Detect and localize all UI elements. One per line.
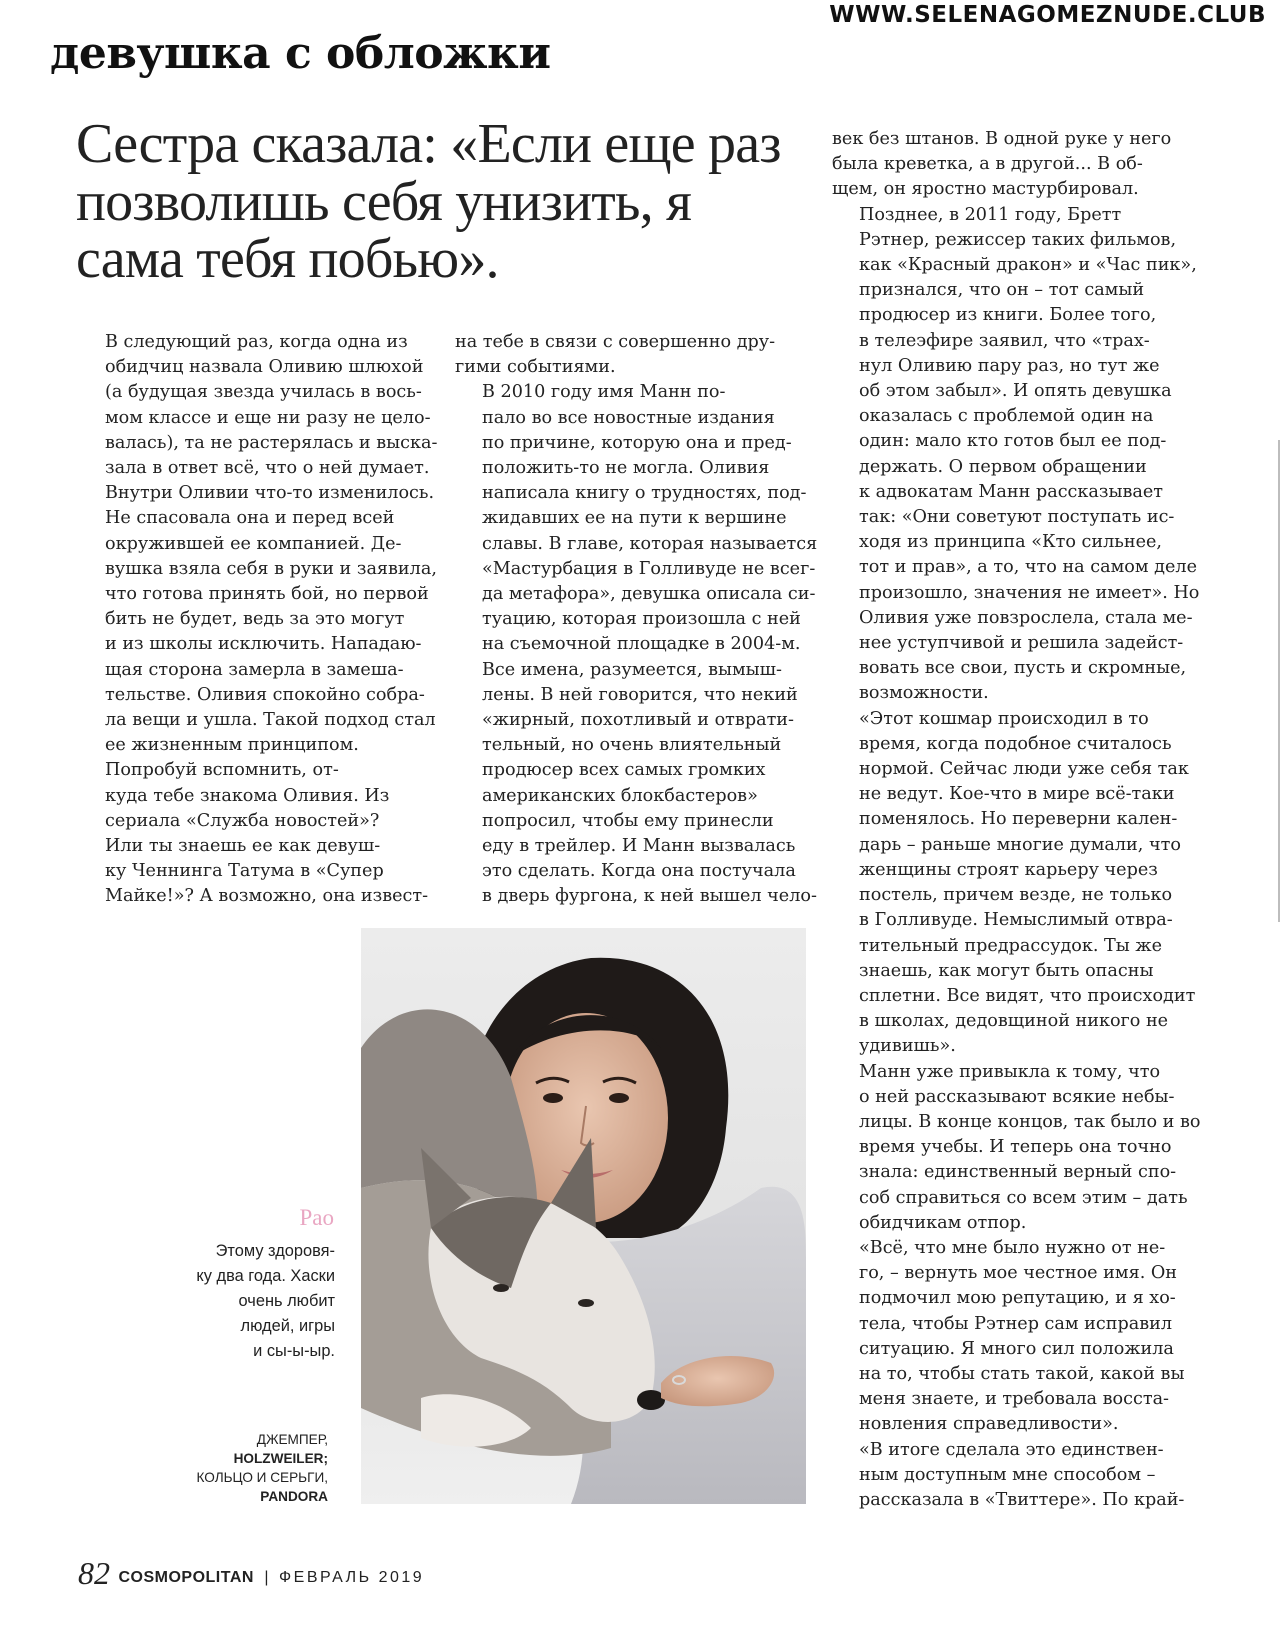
text-line: ла вещи и ушла. Такой подход стал — [105, 710, 436, 731]
text-line: лицы. В конце концов, так было и во — [859, 1111, 1201, 1132]
paragraph — [832, 1236, 1192, 1438]
text-line: не ведут. Кое-что в мире всё-таки — [859, 784, 1175, 805]
credit-brand-name: PANDORA — [260, 1489, 328, 1504]
article-column-2 — [455, 330, 818, 910]
footer-separator: | — [264, 1569, 269, 1586]
text-line: В следующий раз, когда одна из — [105, 332, 408, 352]
text-line: поменялось. Но переверни кален- — [859, 809, 1178, 830]
text-line: куда тебе знакома Оливия. Из — [105, 785, 390, 806]
paragraph — [455, 330, 805, 380]
text-line: ее жизненным принципом. — [105, 735, 359, 756]
text-line: щая сторона замерла в замеша- — [105, 659, 404, 680]
paragraph — [832, 707, 1196, 1060]
text-line: на то, чтобы стать такой, какой вы — [859, 1363, 1185, 1384]
text-line: постель, причем везде, не только — [859, 885, 1173, 906]
text-line: время учебы. И теперь она точно — [859, 1137, 1172, 1158]
text-line: обидчиц назвала Оливию шлюхой — [105, 357, 424, 378]
magazine-name: COSMOPOLITAN — [118, 1569, 254, 1586]
text-line: ку Ченнинга Татума в «Супер — [105, 861, 384, 882]
text-line: ходя из принципа «Кто сильнее, — [859, 532, 1163, 553]
watermark: WWW.SELENAGOMEZNUDE.CLUB — [829, 2, 1266, 28]
page-footer — [78, 1555, 424, 1592]
cover-photo — [361, 928, 806, 1504]
headline: Сестра сказала: «Если еще раз позволишь себя унизить, я сама тебя побью». — [76, 113, 781, 291]
text-line: удивишь». — [859, 1036, 956, 1057]
text-line: тительный предрассудок. Ты же — [859, 935, 1162, 956]
text-line: оказалась с проблемой один на — [859, 406, 1154, 427]
text-line: Или ты знаешь ее как девуш- — [105, 836, 381, 857]
text-line: «Мастурбация в Голливуде не всег- — [482, 558, 816, 579]
text-line: Оливия уже повзрослела, стала ме- — [859, 607, 1193, 628]
text-line: признался, что он – тот самый — [859, 280, 1145, 301]
credit-brand — [160, 1449, 328, 1468]
paragraph — [832, 1060, 1201, 1236]
text-line: один: мало кто готов был ее под- — [859, 431, 1167, 452]
text-line: тела, чтобы Рэтнер сам исправил — [859, 1313, 1173, 1334]
text-line: В 2010 году имя Манн по- — [482, 382, 726, 403]
text-line: нормой. Сейчас люди уже себя так — [859, 759, 1189, 780]
caption-title: Рао — [299, 1205, 334, 1230]
text-line: Внутри Оливии что-то изменилось. — [105, 483, 435, 504]
caption-line: ку два года. Хаски — [196, 1267, 335, 1285]
text-line: гими событиями. — [455, 357, 616, 378]
text-line: нул Оливию пару раз, но тут же — [859, 355, 1160, 376]
text-line: «В итоге сделала это единствен- — [859, 1439, 1164, 1460]
caption-text — [180, 1239, 335, 1364]
text-line: попросил, чтобы ему принесли — [482, 810, 774, 831]
text-line: «жирный, похотливый и отврати- — [482, 710, 794, 731]
text-line: тот и прав», а то, что на самом деле — [859, 557, 1197, 578]
text-line: лены. В ней говорится, что некий — [482, 684, 798, 705]
text-line: новления справедливости». — [859, 1414, 1119, 1435]
text-line: в школах, дедовщиной никого не — [859, 1011, 1169, 1032]
text-line: о ней рассказывают всякие небы- — [859, 1086, 1175, 1107]
text-line: американских блокбастеров» — [482, 785, 758, 806]
text-line: написала книгу о трудностях, под- — [482, 483, 807, 504]
text-line: еду в трейлер. И Манн вызвалась — [482, 836, 796, 857]
credit-brand — [160, 1487, 328, 1506]
photo-credits — [160, 1430, 328, 1506]
text-line: в дверь фургона, к ней вышел чело- — [482, 886, 817, 907]
text-line: вовать все свои, пусть и скромные, — [859, 658, 1187, 679]
text-line: го, – вернуть мое честное имя. Он — [859, 1263, 1178, 1284]
text-line: туацию, которая произошла с ней — [482, 609, 801, 630]
text-line: продюсер всех самых громких — [482, 760, 766, 781]
text-line: ситуацию. Я много сил положила — [859, 1338, 1174, 1359]
text-line: зала в ответ всё, что о ней думает. — [105, 458, 430, 479]
text-line: Манн уже привыкла к тому, что — [859, 1061, 1161, 1082]
text-line: женщины строят карьеру через — [859, 859, 1158, 880]
text-line: «Этот кошмар происходил в то — [859, 708, 1149, 729]
text-line: славы. В главе, которая называется — [482, 533, 818, 554]
text-line: Все имена, разумеется, вымыш- — [482, 659, 782, 680]
text-line: тельный, но очень влиятельный — [482, 735, 782, 756]
text-line: меня знаете, и требовала восста- — [859, 1389, 1170, 1410]
text-line: обидчикам отпор. — [859, 1212, 1027, 1233]
text-line: ным доступным мне способом – — [859, 1464, 1156, 1485]
text-line: мом классе и еще ни разу не цело- — [105, 407, 431, 428]
credit-line: КОЛЬЦО И СЕРЬГИ, — [196, 1470, 328, 1485]
page-number: 82 — [78, 1555, 110, 1591]
text-line: знаешь, как могут быть опасны — [859, 960, 1154, 981]
text-line: по причине, которую она и пред- — [482, 432, 792, 453]
article-column-1 — [78, 330, 438, 910]
caption-line: и сы-ы-ыр. — [253, 1342, 335, 1360]
text-line: произошло, значения не имеет». Но — [859, 582, 1200, 603]
text-line: время, когда подобное считалось — [859, 733, 1172, 754]
paragraph — [832, 1438, 1192, 1514]
text-line: вушка взяла себя в руки и заявила, — [105, 558, 437, 579]
credit-line: ДЖЕМПЕР, — [256, 1432, 328, 1447]
text-line: Рэтнер, режиссер таких фильмов, — [859, 229, 1177, 250]
paragraph — [78, 330, 438, 758]
text-line: пало во все новостные издания — [482, 407, 775, 428]
text-line: щем, он яростно мастурбировал. — [832, 179, 1139, 200]
text-line: что готова принять бой, но первой — [105, 584, 429, 605]
text-line: бить не будет, ведь за это могут — [105, 609, 405, 630]
text-line: рассказала в «Твиттере». По край- — [859, 1489, 1185, 1510]
text-line: Не спасовала она и перед всей — [105, 508, 395, 529]
caption-line: Этому здоровя- — [215, 1242, 335, 1260]
photo-illustration — [361, 928, 806, 1504]
text-line: жидавших ее на пути к вершине — [482, 508, 787, 529]
text-line: век без штанов. В одной руке у него — [832, 129, 1172, 149]
text-line: об этом забыл». И опять девушка — [859, 381, 1172, 402]
paragraph — [455, 380, 818, 909]
caption-line: людей, игры — [240, 1317, 335, 1335]
text-line: окружившей ее компанией. Де- — [105, 533, 402, 554]
text-line: положить-то не могла. Оливия — [482, 458, 770, 479]
text-line: сплетни. Все видят, что происходит — [859, 985, 1196, 1006]
text-line: как «Красный дракон» и «Час пик», — [859, 255, 1197, 276]
text-line: к адвокатам Манн рассказывает — [859, 481, 1164, 502]
text-line: и из школы исключить. Нападаю- — [105, 634, 422, 655]
paragraph — [78, 758, 429, 909]
text-line: Попробуй вспомнить, от- — [105, 760, 339, 781]
text-line: на тебе в связи с совершенно дру- — [455, 332, 776, 352]
text-line: дарь – раньше многие думали, что — [859, 834, 1181, 855]
text-line: валась), та не растерялась и выска- — [105, 432, 438, 453]
text-line: нее уступчивой и решила задейст- — [859, 633, 1184, 654]
text-line: возможности. — [859, 683, 989, 704]
text-line: соб справиться со всем этим – дать — [859, 1187, 1188, 1208]
text-line: так: «Они советуют поступать ис- — [859, 507, 1175, 528]
text-line: продюсер из книги. Более того, — [859, 305, 1157, 326]
text-line: тельстве. Оливия спокойно собра- — [105, 684, 425, 705]
text-line: да метафора», девушка описала си- — [482, 584, 816, 605]
text-line: Майке!»? А возможно, она извест- — [105, 886, 429, 907]
section-title: девушка с обложки — [50, 28, 551, 79]
text-line: держать. О первом обращении — [859, 456, 1147, 477]
text-line: (а будущая звезда училась в вось- — [105, 382, 422, 403]
article-column-3 — [832, 127, 1201, 1513]
text-line: знала: единственный верный спо- — [859, 1162, 1177, 1183]
issue-date: ФЕВРАЛЬ 2019 — [279, 1569, 425, 1586]
caption-line: очень любит — [238, 1292, 335, 1310]
text-line: сериала «Служба новостей»? — [105, 810, 380, 831]
paragraph — [832, 203, 1200, 707]
text-line: «Всё, что мне было нужно от не- — [859, 1237, 1166, 1258]
text-line: Позднее, в 2011 году, Бретт — [859, 204, 1122, 225]
text-line: в телеэфире заявил, что «трах- — [859, 330, 1150, 351]
credit-brand-name: HOLZWEILER; — [233, 1451, 328, 1466]
text-line: в Голливуде. Немыслимый отвра- — [859, 910, 1173, 931]
text-line: была креветка, а в другой... В об- — [832, 154, 1143, 175]
text-line: это сделать. Когда она постучала — [482, 861, 796, 882]
paragraph — [832, 127, 1192, 203]
text-line: на съемочной площадке в 2004-м. — [482, 634, 801, 655]
text-line: подмочил мою репутацию, и я хо- — [859, 1288, 1176, 1309]
